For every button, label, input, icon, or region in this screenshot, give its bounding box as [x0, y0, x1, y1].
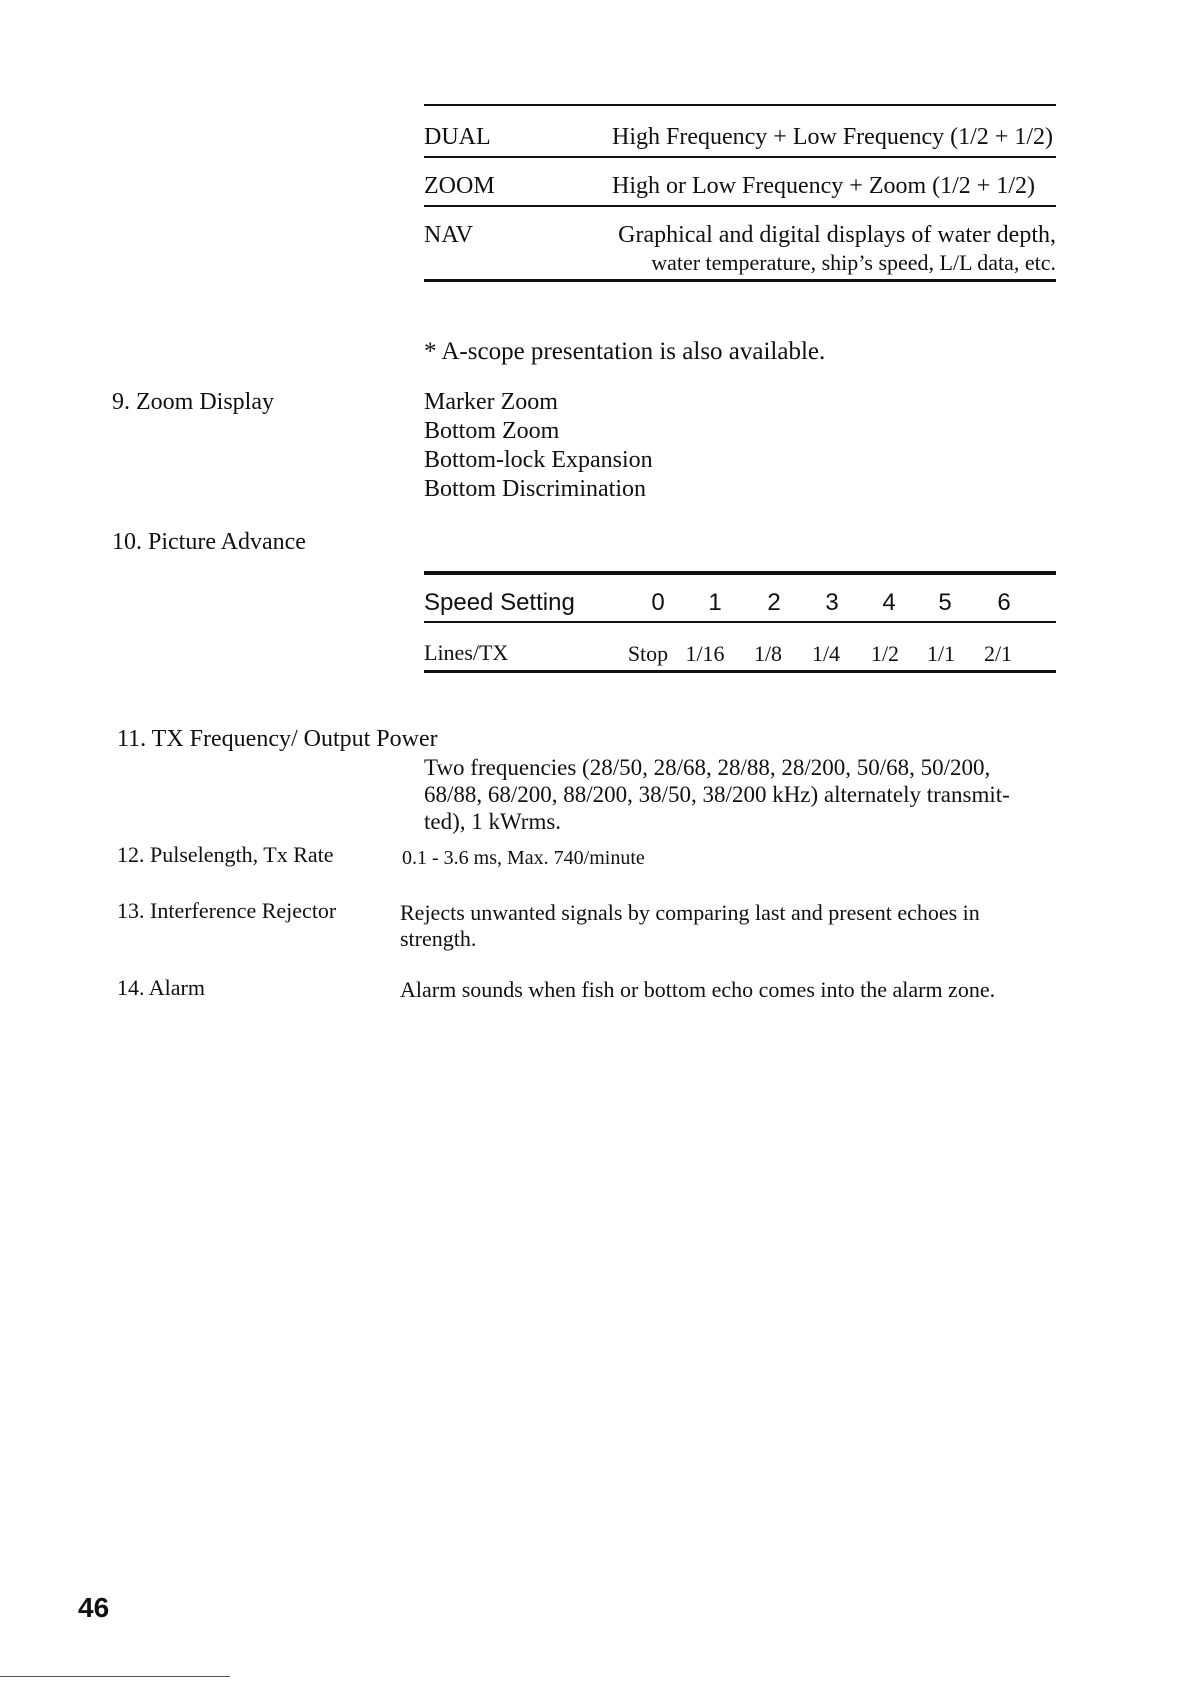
lines-tx-value: 2/1: [983, 641, 1013, 666]
mode-desc-nav: [612, 221, 1056, 277]
list-item: Bottom-lock Expansion: [424, 447, 653, 473]
pulselength-value: 0.1 - 3.6 ms, Max. 740/minute: [402, 847, 645, 869]
speed-table-mid-rule: [424, 621, 1056, 623]
mode-desc-nav-line: water temperature, ship’s speed, L/L data, etc.: [651, 250, 1056, 275]
lines-tx-value: Stop: [627, 641, 669, 666]
pulselength-label: 12. Pulselength, Tx Rate: [117, 842, 334, 867]
mode-desc-zoom: High or Low Frequency + Zoom (1/2 + 1/2): [612, 173, 1035, 199]
lines-tx-value: 1/8: [753, 641, 783, 666]
lines-tx-value: 1/2: [870, 641, 900, 666]
speed-setting-value: 2: [767, 589, 781, 616]
zoom-display-label: 9. Zoom Display: [112, 389, 274, 415]
list-item: Bottom Discrimination: [424, 476, 646, 502]
footer-rule: [0, 1676, 230, 1677]
zoom-display-list: [424, 388, 653, 504]
speed-table-bottom-rule: [424, 670, 1056, 673]
interference-label: 13. Interference Rejector: [117, 898, 337, 923]
tx-frequency-text: [424, 754, 1010, 835]
lines-tx-value: 1/4: [811, 641, 841, 666]
row-rule: [424, 205, 1056, 207]
mode-desc-dual: High Frequency + Low Frequency (1/2 + 1/2): [612, 124, 1053, 150]
lines-tx-value: 1/1: [926, 641, 956, 666]
text-line: 68/88, 68/200, 88/200, 38/50, 38/200 kHz) alternately transmit-: [424, 782, 1010, 807]
text-line: ted), 1 kWrms.: [424, 809, 562, 834]
mode-name-dual: DUAL: [424, 124, 491, 150]
speed-table-top-rule: [424, 571, 1056, 575]
lines-tx-label: Lines/TX: [424, 640, 509, 665]
speed-setting-value: 6: [997, 589, 1011, 616]
lines-tx-value: 1/16: [685, 641, 725, 666]
mode-name-zoom: ZOOM: [424, 173, 495, 199]
row-rule: [424, 156, 1056, 158]
list-item: Bottom Zoom: [424, 418, 560, 444]
speed-setting-value: 5: [938, 589, 952, 616]
picture-advance-label: 10. Picture Advance: [112, 529, 306, 555]
speed-setting-header: Speed Setting: [424, 589, 575, 616]
text-line: Two frequencies (28/50, 28/68, 28/88, 28/200, 50/68, 50/200,: [424, 755, 991, 780]
speed-setting-value: 4: [882, 589, 896, 616]
interference-text: [400, 900, 980, 952]
speed-setting-value: 3: [825, 589, 839, 616]
speed-setting-value: 1: [708, 589, 722, 616]
list-item: Marker Zoom: [424, 389, 558, 415]
alarm-label: 14. Alarm: [117, 975, 205, 1000]
text-line: strength.: [400, 926, 477, 951]
table-bottom-rule: [424, 279, 1056, 282]
tx-frequency-label: 11. TX Frequency/ Output Power: [117, 726, 438, 752]
table-top-rule: [424, 104, 1056, 106]
mode-desc-nav-line: Graphical and digital displays of water depth,: [618, 222, 1056, 248]
mode-name-nav: NAV: [424, 222, 473, 248]
speed-setting-value: 0: [651, 589, 665, 616]
alarm-text: Alarm sounds when fish or bottom echo comes into the alarm zone.: [400, 977, 996, 1002]
ascope-note: * A-scope presentation is also available.: [424, 338, 826, 365]
text-line: Rejects unwanted signals by comparing last and present echoes in: [400, 900, 980, 925]
page-number: 46: [78, 1592, 110, 1623]
